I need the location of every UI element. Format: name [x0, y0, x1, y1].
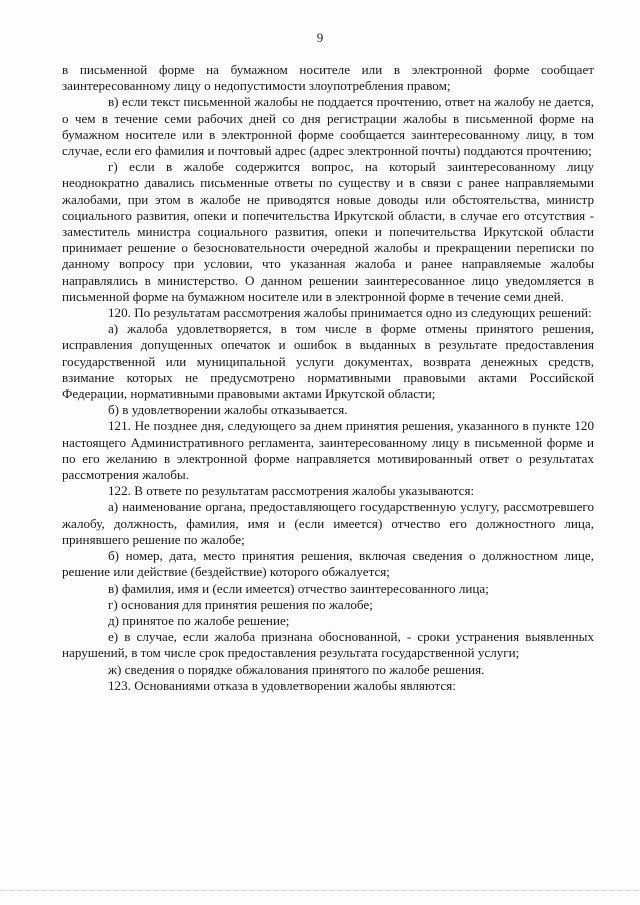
paragraph-122-v: в) фамилия, имя и (если имеется) отчество заинтересованного лица; [108, 580, 489, 596]
paragraph-122-a: а) наименование органа, предоставляющего государственную услугу, рассмотревшего жалобу, должность, фамилия, имя и (если имеется) отчество его должностного лица, принявшего решение по жалобе; [62, 499, 594, 547]
paragraph-122-g: г) основания для принятия решения по жалобе; [108, 596, 373, 612]
paragraph-120: 120. По результатам рассмотрения жалобы принимается одно из следующих решений: [108, 305, 592, 321]
document-body [62, 62, 594, 694]
paragraph-120-b: б) в удовлетворении жалобы отказывается. [108, 402, 348, 418]
paragraph-item-g: г) если в жалобе содержится вопрос, на который заинтересованному лицу неоднократно давались письменные ответы по существу и в связи с ранее направляемыми жалобами, при этом в жалобе не приводятся новые доводы или обстоятельства, министр социального развития, опеки и попечительства Иркутской области, в случае его отсутствия - заместитель министра социального развития, опеки и попечительства Иркутской области принимает решение о безосновательности очередной жалобы и прекращении переписки по данному вопросу при условии, что указанная жалоба и ранее направляемые жалобы направлялись в министерство. О данном решении заинтересованное лицо уведомляется в письменной форме на бумажном носителе или в электронной форме в течение семи дней. [62, 159, 594, 304]
paragraph-120-a: а) жалоба удовлетворяется, в том числе в форме отмены принятого решения, исправления допущенных опечаток и ошибок в выданных в результате предоставления государственной или муниципальной услуги документах, возврата денежных средств, взимание которых не предусмотрено нормативными правовыми актами Российской Федерации, нормативными правовыми актами Иркутской области; [62, 321, 594, 402]
paragraph-122-d: д) принятое по жалобе решение; [108, 612, 290, 628]
paragraph-121: 121. Не позднее дня, следующего за днем принятия решения, указанного в пункте 120 настоящего Административного регламента, заинтересованному лицу в письменной форме и по его желанию в электронной форме направляется мотивированный ответ о результатах рассмотрения жалобы. [62, 418, 594, 483]
paragraph-122-e: е) в случае, если жалоба признана обоснованной, - сроки устранения выявленных нарушений, в том числе срок предоставления результата государственной услуги; [62, 629, 594, 661]
page-number: 9 [316, 30, 324, 45]
paragraph-item-v: в) если текст письменной жалобы не поддается прочтению, ответ на жалобу не дается, о чем в течение семи рабочих дней со дня регистрации жалобы в письменной форме на бумажном носителе или в электронной форме сообщается заинтересованному лицу, в том случае, если его фамилия и почтовый адрес (адрес электронной почты) поддаются прочтению; [62, 94, 594, 159]
paragraph-123: 123. Основаниями отказа в удовлетворении жалобы являются: [108, 677, 456, 693]
paragraph-122-b: б) номер, дата, место принятия решения, включая сведения о должностном лице, решение или действие (бездействие) которого обжалуется; [62, 548, 594, 580]
paragraph-continued: в письменной форме на бумажном носителе или в электронной форме сообщает заинтересованному лицу о недопустимости злоупотребления правом; [62, 62, 594, 94]
scan-bottom-edge [0, 890, 640, 905]
paragraph-122: 122. В ответе по результатам рассмотрения жалобы указываются: [108, 483, 475, 499]
paragraph-122-zh: ж) сведения о порядке обжалования принятого по жалобе решения. [108, 661, 485, 677]
